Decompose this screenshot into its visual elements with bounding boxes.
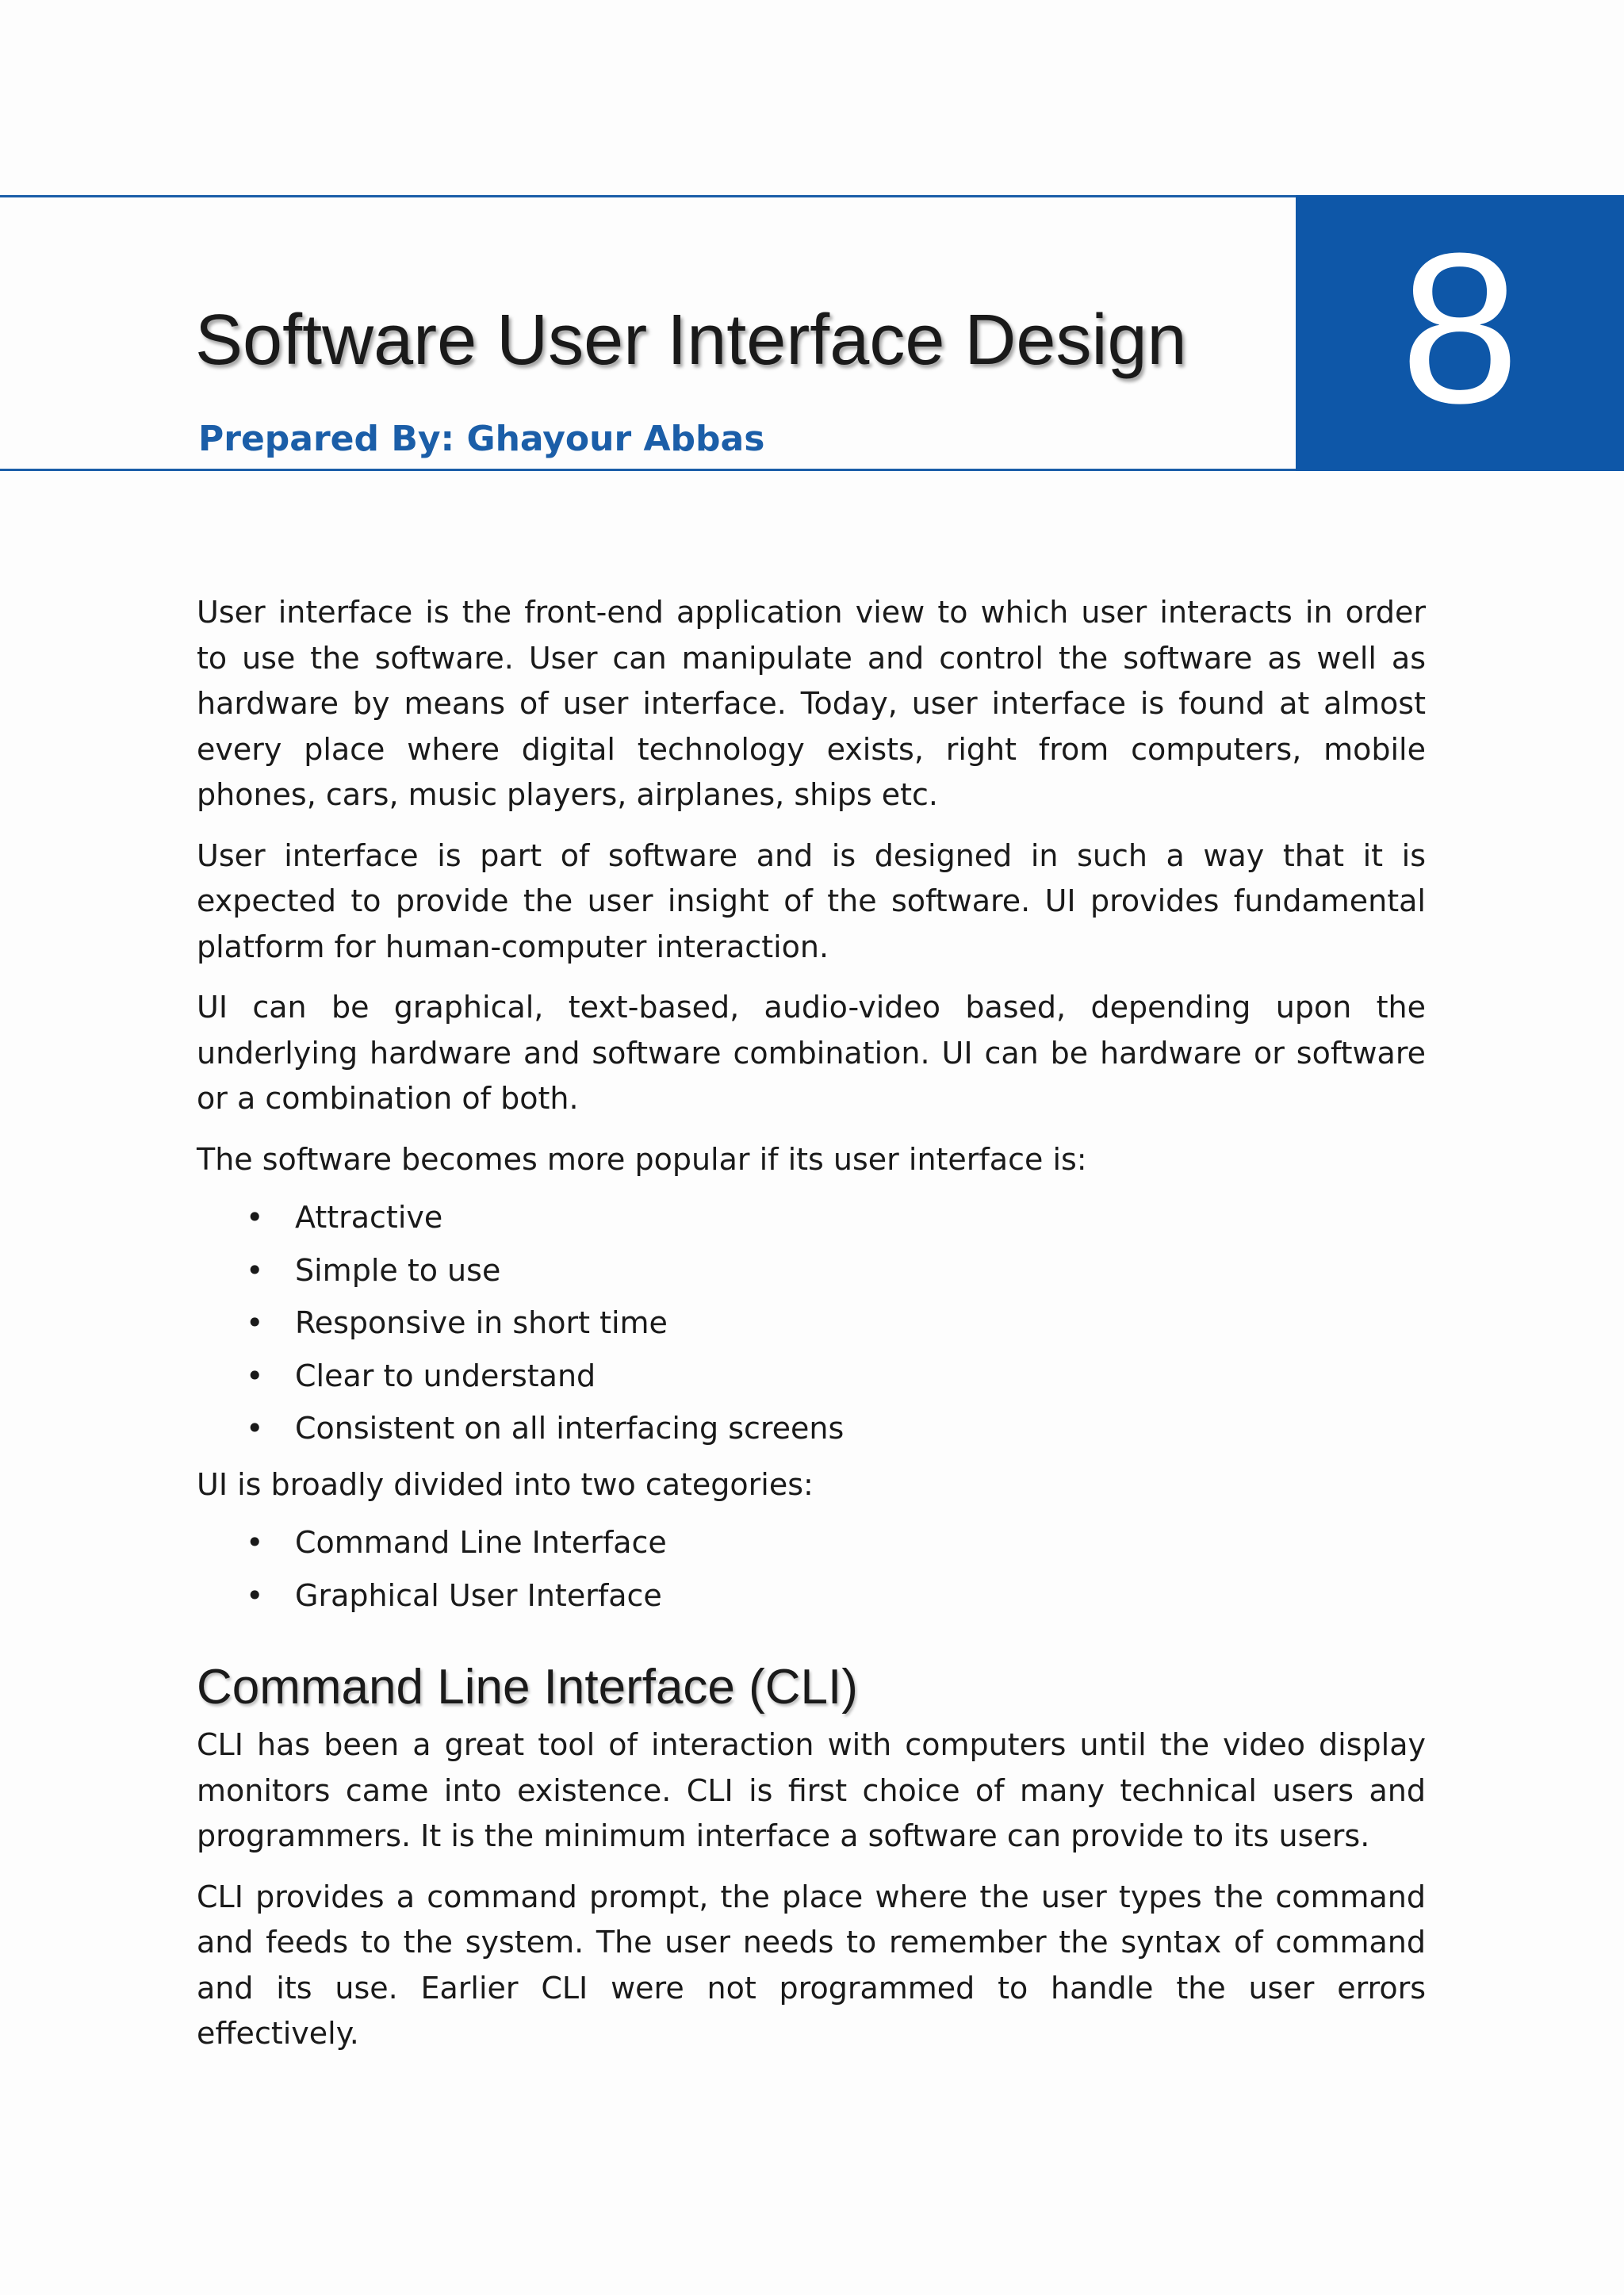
- section-heading-cli: Command Line Interface (CLI): [197, 1660, 858, 1715]
- chapter-number: 8: [1400, 209, 1520, 448]
- list-item-text: Graphical User Interface: [295, 1577, 662, 1613]
- list-item: [197, 1248, 1426, 1301]
- popular-list-lead: The software becomes more popular if its user interface is:: [197, 1141, 1087, 1177]
- list-item-text: Simple to use: [295, 1252, 501, 1288]
- paragraph: CLI provides a command prompt, the place where the user types the command and feeds to the system. The user needs to remember the syntax of command and its use. Earlier CLI were not programmed to handle the user errors effectively.: [197, 1879, 1426, 2051]
- paragraph: CLI has been a great tool of interaction with computers until the video display monitors came into existence. CLI is first choice of many technical users and programmers. It is the minimum interface a software can provide to its users.: [197, 1727, 1426, 1853]
- bullet-icon: •: [246, 1200, 264, 1235]
- paragraph: User interface is the front-end application view to which user interacts in order to use the software. User can manipulate and control the software as well as hardware by means of user interface. Today, user interface is found at almost every place where digital technology exists, right from computers, mobile phones, cars, music players, airplanes, ships etc.: [197, 595, 1426, 812]
- list-item: [197, 1354, 1426, 1407]
- bullet-icon: •: [246, 1411, 264, 1446]
- list-item-text: Consistent on all interfacing screens: [295, 1411, 845, 1446]
- paragraph: User interface is part of software and is designed in such a way that it is expected to provide the user insight of the software. UI provides fundamental platform for human-computer interaction.: [197, 837, 1426, 964]
- list-item: [197, 1520, 1426, 1573]
- list-item: [197, 1301, 1426, 1354]
- list-item-text: Attractive: [295, 1200, 443, 1235]
- chapter-title: Software User Interface Design: [195, 301, 1187, 380]
- header-rule-top: [0, 195, 1296, 197]
- author-credit: Prepared By: Ghayour Abbas: [198, 419, 765, 459]
- bullet-icon: •: [246, 1305, 264, 1340]
- bullet-icon: •: [246, 1577, 264, 1613]
- bullet-icon: •: [246, 1525, 264, 1560]
- paragraph: UI can be graphical, text-based, audio-video based, depending upon the underlying hardware and software combination. UI can be hardware or software or a combination of both.: [197, 990, 1426, 1116]
- list-item: [197, 1406, 1426, 1459]
- chapter-number-box: [1296, 195, 1624, 471]
- bullet-icon: •: [246, 1358, 264, 1393]
- bullet-icon: •: [246, 1252, 264, 1288]
- list-item-text: Clear to understand: [295, 1358, 596, 1393]
- categories-list-lead: UI is broadly divided into two categories:: [197, 1466, 814, 1502]
- ui-categories-list: [197, 1520, 1426, 1626]
- chapter-body: [197, 590, 1426, 2072]
- popular-qualities-list: [197, 1195, 1426, 1459]
- list-item: [197, 1195, 1426, 1248]
- list-item: [197, 1573, 1426, 1626]
- list-item-text: Command Line Interface: [295, 1525, 667, 1560]
- list-item-text: Responsive in short time: [295, 1305, 668, 1340]
